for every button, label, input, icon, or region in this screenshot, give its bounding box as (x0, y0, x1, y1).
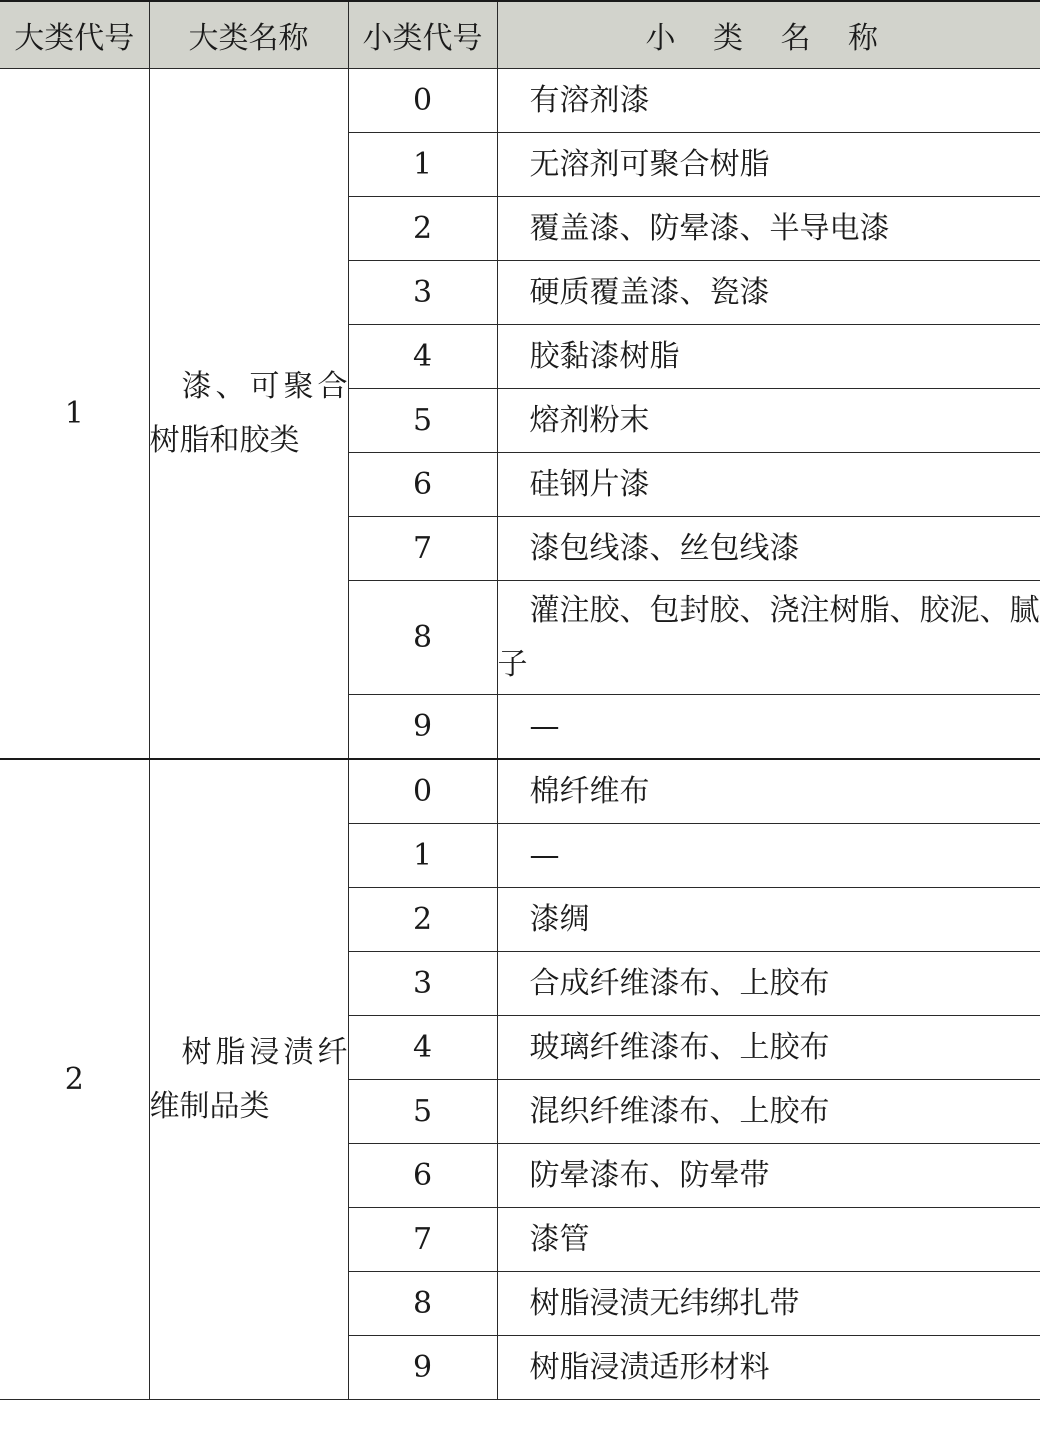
minor-name-cell: 熔剂粉末 (497, 389, 1040, 453)
minor-code-cell: 7 (348, 1208, 497, 1272)
header-row (0, 1, 1040, 69)
minor-name-cell: — (497, 695, 1040, 760)
minor-code-cell: 9 (348, 695, 497, 760)
minor-code-cell: 3 (348, 261, 497, 325)
major-code-cell: 1 (0, 69, 149, 760)
major-name-cell: 漆、可聚合树脂和胶类 (149, 69, 348, 760)
minor-name-cell: 树脂浸渍无纬绑扎带 (497, 1272, 1040, 1336)
minor-code-cell: 4 (348, 325, 497, 389)
minor-code-cell: 4 (348, 1016, 497, 1080)
minor-name-cell: 玻璃纤维漆布、上胶布 (497, 1016, 1040, 1080)
minor-name-cell: 混织纤维漆布、上胶布 (497, 1080, 1040, 1144)
minor-code-cell: 1 (348, 133, 497, 197)
minor-name-cell: 覆盖漆、防晕漆、半导电漆 (497, 197, 1040, 261)
header-minor-name: 小 类 名 称 (497, 1, 1040, 69)
minor-code-cell: 5 (348, 1080, 497, 1144)
minor-code-cell: 8 (348, 1272, 497, 1336)
minor-name-cell: 漆管 (497, 1208, 1040, 1272)
minor-name-cell: 硅钢片漆 (497, 453, 1040, 517)
minor-code-cell: 2 (348, 888, 497, 952)
minor-code-cell: 2 (348, 197, 497, 261)
minor-name-cell: 防晕漆布、防晕带 (497, 1144, 1040, 1208)
minor-code-cell: 1 (348, 824, 497, 888)
minor-code-cell: 7 (348, 517, 497, 581)
minor-name-cell: 灌注胶、包封胶、浇注树脂、胶泥、腻子 (497, 581, 1040, 695)
minor-name-cell: 合成纤维漆布、上胶布 (497, 952, 1040, 1016)
minor-name-cell: 有溶剂漆 (497, 69, 1040, 133)
minor-name-cell: 胶黏漆树脂 (497, 325, 1040, 389)
table-row (0, 759, 1040, 824)
major-name-cell: 树脂浸渍纤维制品类 (149, 759, 348, 1400)
minor-code-cell: 5 (348, 389, 497, 453)
header-minor-code: 小类代号 (348, 1, 497, 69)
minor-name-cell: 棉纤维布 (497, 759, 1040, 824)
minor-name-cell: 硬质覆盖漆、瓷漆 (497, 261, 1040, 325)
minor-code-cell: 0 (348, 69, 497, 133)
minor-name-cell: 漆包线漆、丝包线漆 (497, 517, 1040, 581)
minor-code-cell: 6 (348, 453, 497, 517)
minor-name-cell: 树脂浸渍适形材料 (497, 1336, 1040, 1400)
header-major-name: 大类名称 (149, 1, 348, 69)
minor-name-cell: 漆绸 (497, 888, 1040, 952)
minor-name-cell: — (497, 824, 1040, 888)
major-code-cell: 2 (0, 759, 149, 1400)
table-row (0, 69, 1040, 133)
minor-name-cell: 无溶剂可聚合树脂 (497, 133, 1040, 197)
minor-code-cell: 0 (348, 759, 497, 824)
minor-code-cell: 6 (348, 1144, 497, 1208)
minor-code-cell: 8 (348, 581, 497, 695)
minor-code-cell: 9 (348, 1336, 497, 1400)
minor-code-cell: 3 (348, 952, 497, 1016)
header-major-code: 大类代号 (0, 1, 149, 69)
